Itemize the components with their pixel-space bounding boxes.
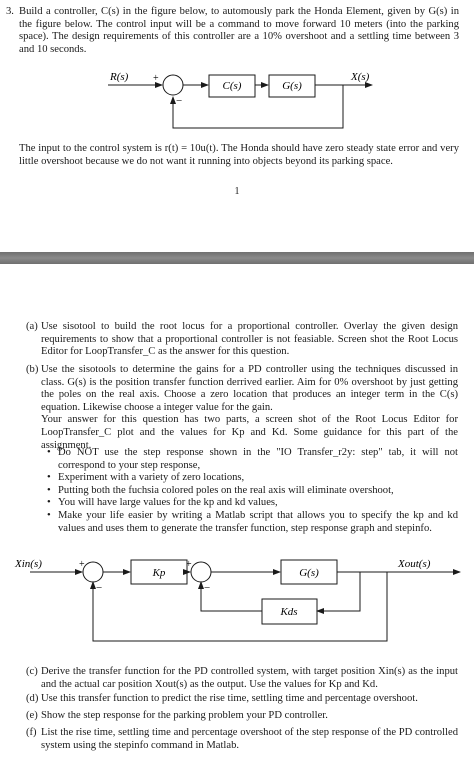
- input-description: The input to the control system is r(t) = 10u(t). The Honda should have zero steady state error and very little overshoot because we do not want it running into objects beyond its parking space.: [19, 143, 459, 167]
- part-d-label: (d): [26, 693, 39, 704]
- input-label: R(s): [110, 71, 129, 83]
- part-c-text: Derive the transfer function for the PD controlled system, with target position Xin(s) as the input and the actual car position Xout(s) as the output. Use the values for Kp and Kd.: [41, 666, 458, 690]
- derivative-feedback-in: [317, 572, 360, 611]
- summing-junction-1: [83, 562, 103, 582]
- part-a-text: Use sisotool to build the root locus for a proportional controller. Overlay the given design requirements to show that a proportional controller is not feasiable. Screen shot the Root Locus Editor for LoopTransfer_C as the answer for this question.: [41, 321, 458, 358]
- part-d: [26, 693, 458, 706]
- summing-junction-2: [191, 562, 211, 582]
- summing-junction: [163, 75, 183, 95]
- page-number: 1: [234, 186, 240, 197]
- part-f-text: List the rise time, settling time and percentage overshoot of the step response of the PD controlled system using the stepinfo command in Matlab.: [41, 727, 458, 751]
- part-c: [26, 666, 458, 691]
- list-item: • Do NOT use the step response shown in the "IO Transfer_r2y: step" tab, it will not correspond to your step response,: [46, 447, 458, 472]
- page-separator: [0, 252, 474, 264]
- block-diagram-feedback: [0, 70, 474, 150]
- plant-label: G(s): [282, 80, 302, 92]
- part-a-label: (a): [26, 321, 38, 332]
- part-b-text2: Your answer for this question has two parts, a screen shot of the Root Locus Editor for LoopTransfer_C plot and the values for Kp and Kd. Some guidance for this part of the assignment.: [41, 414, 458, 451]
- plant-label-2: G(s): [299, 567, 319, 579]
- plus-sign-1: +: [79, 559, 85, 570]
- minus-sign-2: −: [204, 582, 211, 594]
- problem-intro: Build a controller, C(s) in the figure below, to automously park the Honda Element, given by G(s) in the figure below. The control input will be a command to move forward 10 meters (into the parking space). The design requirements of this controller are a 10% overshoot and a settling time between 3 and 10 seconds.: [19, 6, 459, 55]
- position-feedback-path: [93, 572, 387, 641]
- block-diagram-pd: [0, 552, 474, 652]
- list-item: • You will have large values for the kp and kd values,: [46, 497, 458, 510]
- guidance-list: [46, 447, 458, 535]
- output-label: X(s): [351, 71, 370, 83]
- page-two: [0, 264, 474, 763]
- plus-sign-2: +: [186, 559, 192, 570]
- part-f: [26, 727, 458, 752]
- part-b-label: (b): [26, 364, 39, 375]
- list-item: • Make your life easier by writing a Matlab script that allows you to specify the kp and kd values and uses them to generate the transfer function, step response graph and stepinfo.: [46, 510, 458, 535]
- part-f-label: (f): [26, 727, 37, 738]
- part-e-label: (e): [26, 710, 38, 721]
- part-b: [26, 364, 458, 452]
- kp-label: Kp: [152, 567, 166, 579]
- part-a: [26, 321, 458, 359]
- feedback-path: [173, 85, 343, 128]
- part-b-text: Use the sisotools to determine the gains for a PD controller using the techniques discussed in class. G(s) is the position transfer function derrived earlier. Aim for 0% overshoot by just getting the poles on the real axis. Choose a zero location that produces an integer term in the C(s) equation. Likewise choose a integer value for the gain.: [41, 364, 458, 413]
- list-item: • Experiment with a variety of zero locations,: [46, 472, 458, 485]
- minus-sign: −: [176, 95, 183, 107]
- part-c-label: (c): [26, 666, 38, 677]
- problem-number: 3.: [6, 6, 14, 17]
- part-d-text: Use this transfer function to predict the rise time, settling time and percentage overshoot.: [41, 693, 418, 704]
- list-item: • Putting both the fuchsia colored poles on the real axis will eliminate overshoot,: [46, 485, 458, 498]
- minus-sign-1: −: [96, 582, 103, 594]
- kds-label: Kds: [280, 606, 298, 618]
- pd-input-label: Xin(s): [15, 558, 42, 570]
- plus-sign: +: [153, 73, 159, 84]
- pd-output-label: Xout(s): [398, 558, 431, 570]
- part-e: [26, 710, 458, 723]
- controller-label: C(s): [222, 80, 242, 92]
- part-e-text: Show the step response for the parking problem your PD controller.: [41, 710, 328, 721]
- page-one: [0, 0, 474, 252]
